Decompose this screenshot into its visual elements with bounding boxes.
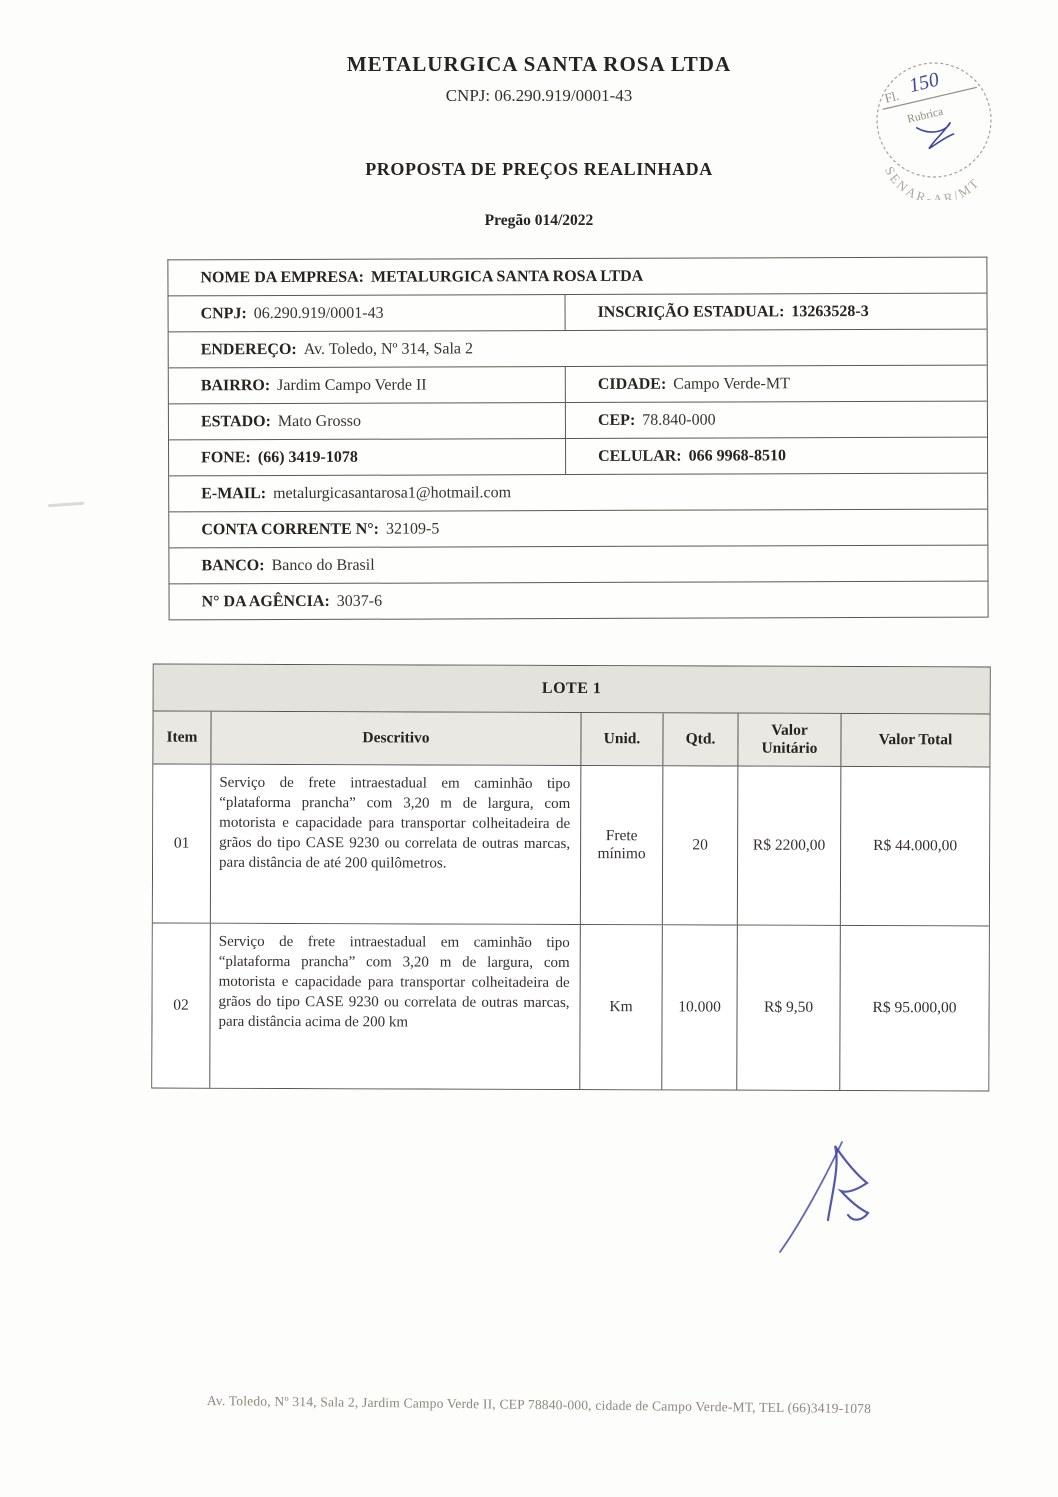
table-row-fone-celular	[169, 438, 987, 477]
cell-agencia	[170, 582, 988, 620]
cell-item-unit-price: R$ 9,50	[737, 926, 841, 1090]
field-label: FONE:	[201, 448, 251, 466]
field-label: BAIRRO:	[200, 376, 271, 394]
field-value: Campo Verde-MT	[673, 374, 790, 393]
table-row-item-02	[152, 924, 989, 1091]
field-value: 06.290.919/0001-43	[253, 304, 384, 322]
field-label: ESTADO:	[200, 412, 271, 430]
cell-item-number: 01	[153, 765, 212, 923]
stamp-org-text: SENAR-AR/MT	[881, 163, 984, 200]
field-value: (66) 3419-1078	[257, 448, 358, 466]
footer-address: Av. Toledo, Nº 314, Sala 2, Jardim Campo Verde II, CEP 78840-000, cidade de Campo Verde-MT, TEL (66)3419-1078	[206, 1392, 872, 1417]
cell-cnpj	[169, 295, 566, 331]
cell-item-unit: Km	[580, 925, 663, 1089]
company-name: METALURGICA SANTA ROSA LTDA	[346, 52, 732, 76]
field-label: CEP:	[597, 411, 636, 429]
cell-item-description	[210, 924, 581, 1089]
cell-item-quantity: 20	[663, 766, 739, 924]
field-value: Jardim Campo Verde II	[277, 376, 427, 394]
col-header-descritivo: Descritivo	[211, 712, 581, 765]
col-header-valor-total: Valor Total	[878, 731, 953, 749]
stamp-rubric-signature	[917, 122, 955, 150]
field-label: ENDEREÇO:	[200, 340, 297, 358]
field-value: 3037-6	[336, 592, 383, 610]
field-label: CNPJ:	[200, 304, 247, 322]
table-row-endereco	[169, 330, 987, 369]
cell-item-quantity: 10.000	[662, 925, 738, 1089]
field-value: 066 9968-8510	[688, 446, 786, 465]
cell-endereco	[169, 330, 987, 368]
table-row-agencia	[170, 582, 988, 621]
cell-fone	[169, 439, 566, 475]
field-value: 13263528-3	[791, 302, 869, 320]
field-label: CIDADE:	[597, 375, 667, 393]
cell-item-total-price: R$ 44.000,00	[873, 837, 958, 855]
cell-item-unit: Frete mínimo	[581, 766, 664, 924]
document-subtitle: Pregão 014/2022	[484, 212, 594, 229]
field-label: BANCO:	[201, 556, 265, 574]
cell-cidade	[566, 366, 987, 402]
field-value: 32109-5	[385, 519, 440, 538]
page-stamp	[850, 40, 1020, 200]
document-title: PROPOSTA DE PREÇOS REALINHADA	[365, 159, 713, 179]
table-row-bairro-cidade	[169, 366, 987, 405]
item-description-text: Serviço de frete intraestadual em caminhão tipo “plataforma prancha” com 3,20 m de largura, com motorista e capacidade para transportar colheitadeira de grãos do tipo CASE 9230 ou correlata de outras marcas, para distância de até 200 quilômetros.	[219, 774, 571, 872]
field-value: Av. Toledo, Nº 314, Sala 2	[303, 339, 474, 358]
cell-item-unit-price: R$ 2200,00	[738, 767, 842, 925]
scan-smudge-artifact	[48, 502, 84, 508]
field-value: Banco do Brasil	[271, 556, 375, 574]
field-value: METALURGICA SANTA ROSA LTDA	[370, 267, 644, 286]
col-header-valor-unitario: Valor Unitário	[738, 714, 841, 766]
field-label: CELULAR:	[598, 447, 682, 465]
cell-item-number: 02	[152, 924, 211, 1088]
stamp-fl-handwritten-value: 150	[906, 68, 942, 98]
cell-item-description	[211, 765, 582, 924]
table-row-cnpj-inscricao	[169, 294, 987, 333]
cell-estado	[169, 403, 566, 439]
table-row-estado-cep	[169, 402, 987, 441]
field-label: E-MAIL:	[201, 484, 267, 502]
table-row-email	[169, 474, 987, 513]
field-label: INSCRIÇÃO ESTADUAL:	[597, 302, 785, 321]
cell-conta	[169, 510, 987, 548]
item-description-text: Serviço de frete intraestadual em caminhão tipo “plataforma prancha” com 3,20 m de largura, com motorista e capacidade para transportar colheitadeira de grãos do tipo CASE 9230 ou correlata de outras marcas, para distância acima de 200 km	[218, 933, 570, 1031]
field-label: CONTA CORRENTE N°:	[201, 520, 380, 538]
field-label: NOME DA EMPRESA:	[200, 268, 365, 286]
field-value: 78.840-000	[642, 411, 716, 429]
handwritten-signature	[752, 1122, 917, 1262]
company-cnpj: CNPJ: 06.290.919/0001-43	[445, 86, 633, 105]
col-header-unid: Unid.	[581, 713, 663, 765]
cell-celular	[566, 438, 987, 474]
field-value: Mato Grosso	[277, 412, 362, 430]
stamp-rubrica-label: Rubrica	[906, 105, 945, 126]
table-row-banco	[169, 546, 987, 585]
lote1-header-row	[153, 712, 989, 768]
field-label: N° DA AGÊNCIA:	[201, 592, 330, 610]
stamp-fl-label: Fl.	[883, 87, 901, 106]
stamp-circle-icon	[850, 40, 1020, 200]
cell-email	[169, 474, 987, 512]
col-header-item: Item	[153, 712, 211, 764]
cell-item-total-price: R$ 95.000,00	[872, 999, 957, 1017]
lote1-table	[151, 664, 990, 1092]
cell-nome	[168, 258, 986, 296]
company-info-table	[167, 257, 988, 621]
table-row-nome	[168, 258, 986, 297]
cell-cep	[566, 402, 987, 438]
cell-banco	[169, 546, 987, 584]
cell-inscricao	[565, 294, 986, 330]
table-row-item-01	[153, 765, 990, 927]
cell-bairro	[169, 367, 566, 403]
lote1-title: LOTE 1	[154, 665, 990, 715]
table-row-conta	[169, 510, 987, 549]
col-header-qtd: Qtd.	[663, 713, 738, 765]
signature-ink-icon	[752, 1122, 917, 1262]
field-value: metalurgicasantarosa1@hotmail.com	[273, 483, 512, 502]
